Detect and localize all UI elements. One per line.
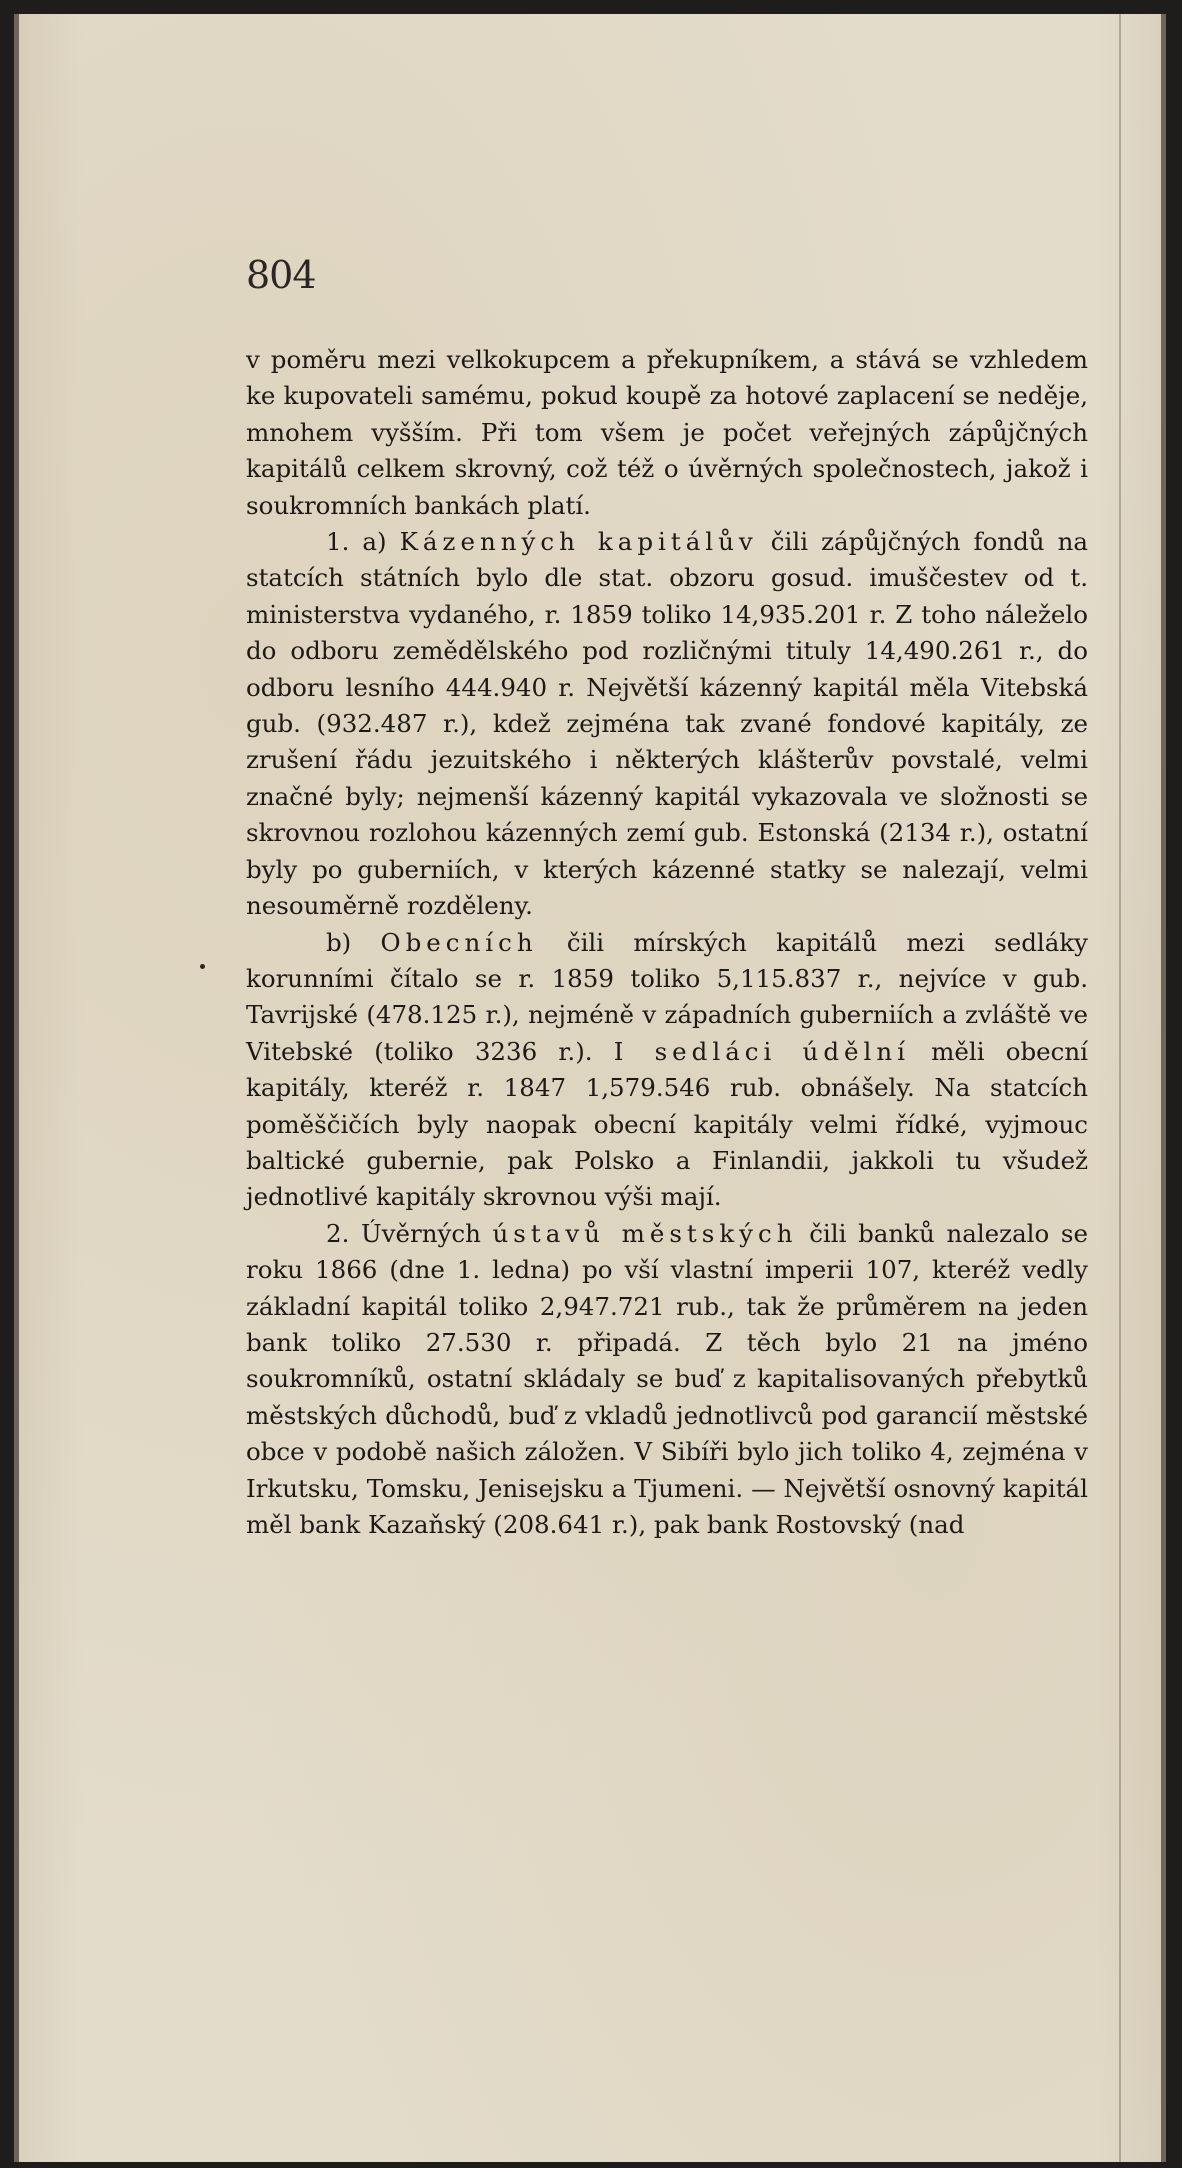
paragraph-2 [246, 524, 1088, 924]
margin-dot [200, 964, 205, 969]
paragraph-4-emphasis: ústavů městských [492, 1218, 798, 1248]
paragraph-4-number: 2. Úvěrných [326, 1218, 493, 1248]
paragraph-3-emphasis: Obecních [380, 927, 538, 957]
paragraph-3-body-2: měli obecní kapitály, kteréž r. 1847 1,579.546 rub. obnášely. Na statcích poměščičích byly naopak obecní kapitály velmi řídké, vyjmouc baltické gubernie, pak Polsko a Finlandii, jakkoli tu všudež jednotlivé kapitály skrovnou výši mají. [246, 1036, 1089, 1212]
paragraph-3-body: čili mírských kapitálů mezi sedláky korunními čítalo se r. 1859 toliko 5,115.837 r., nejvíce v gub. Tavrijské (478.125 r.), nejméně v západních guberniích a zvláště ve Vitebské (toliko 3236 r.). [246, 927, 1089, 1066]
right-page-edge [1161, 14, 1166, 2162]
left-page-edge [14, 14, 19, 2162]
paragraph-1: v poměru mezi velkokupcem a překupníkem, a stává se vzhledem ke kupovateli samému, pokud koupě za hotové zaplacení se neděje, mnohem vyšším. Při tom všem je počet veřejných zápůjčných kapitálů celkem skrovný, což též o úvěrných společnostech, jakož i soukromních bankách platí. [246, 345, 1088, 520]
body-text [246, 342, 1088, 1543]
paragraph-2-emphasis: Kázenných kapitálův [399, 527, 758, 557]
paragraph-3-number: b) [326, 927, 381, 957]
paragraph-4-body: čili banků nalezalo se roku 1866 (dne 1. ledna) po vší vlastní imperii 107, kteréž vedly základní kapitál toliko 2,947.721 rub., tak že průměrem na jeden bank toliko 27.530 r. připadá. Z těch bylo 21 na jméno soukromníků, ostatní skládaly se buď z kapitalisovaných přebytků městských důchodů, buď z vkladů jednotlivců pod garancií městské obce v podobě našich záložen. V Sibíři bylo jich toliko 4, zejména v Irkutsku, Tomsku, Jenisejsku a Tjumeni. — Největší osnovný kapitál měl bank Kazaňský (208.641 r.), pak bank Rostovský (nad [246, 1218, 1088, 1539]
paragraph-2-number: 1. a) [326, 527, 400, 557]
paragraph-3 [246, 925, 1088, 1216]
paragraph-4 [246, 1216, 1088, 1544]
page-number: 804 [246, 253, 316, 297]
scanned-page [14, 14, 1166, 2162]
paragraph-3-emphasis-2: I sedláci údělní [613, 1036, 910, 1066]
paragraph-2-body: čili zápůjčných fondů na statcích státních bylo dle stat. obzoru gosud. imuščestev od t. ministerstva vydaného, r. 1859 toliko 14,935.201 r. Z toho náleželo do odboru zemědělského pod rozličnými tituly 14,490.261 r., do odboru lesního 444.940 r. Největší kázenný kapitál měla Vitebská gub. (932.487 r.), kdež zejména tak zvané fondové kapitály, ze zrušení řádu jezuitského i některých klášterův povstalé, velmi značné byly; nejmenší kázenný kapitál vykazovala ve složnosti se skrovnou rozlohou kázenných zemí gub. Estonská (2134 r.), ostatní byly po guberniích, v kterých kázenné statky se nalezají, velmi nesouměrně rozděleny. [246, 527, 1088, 921]
